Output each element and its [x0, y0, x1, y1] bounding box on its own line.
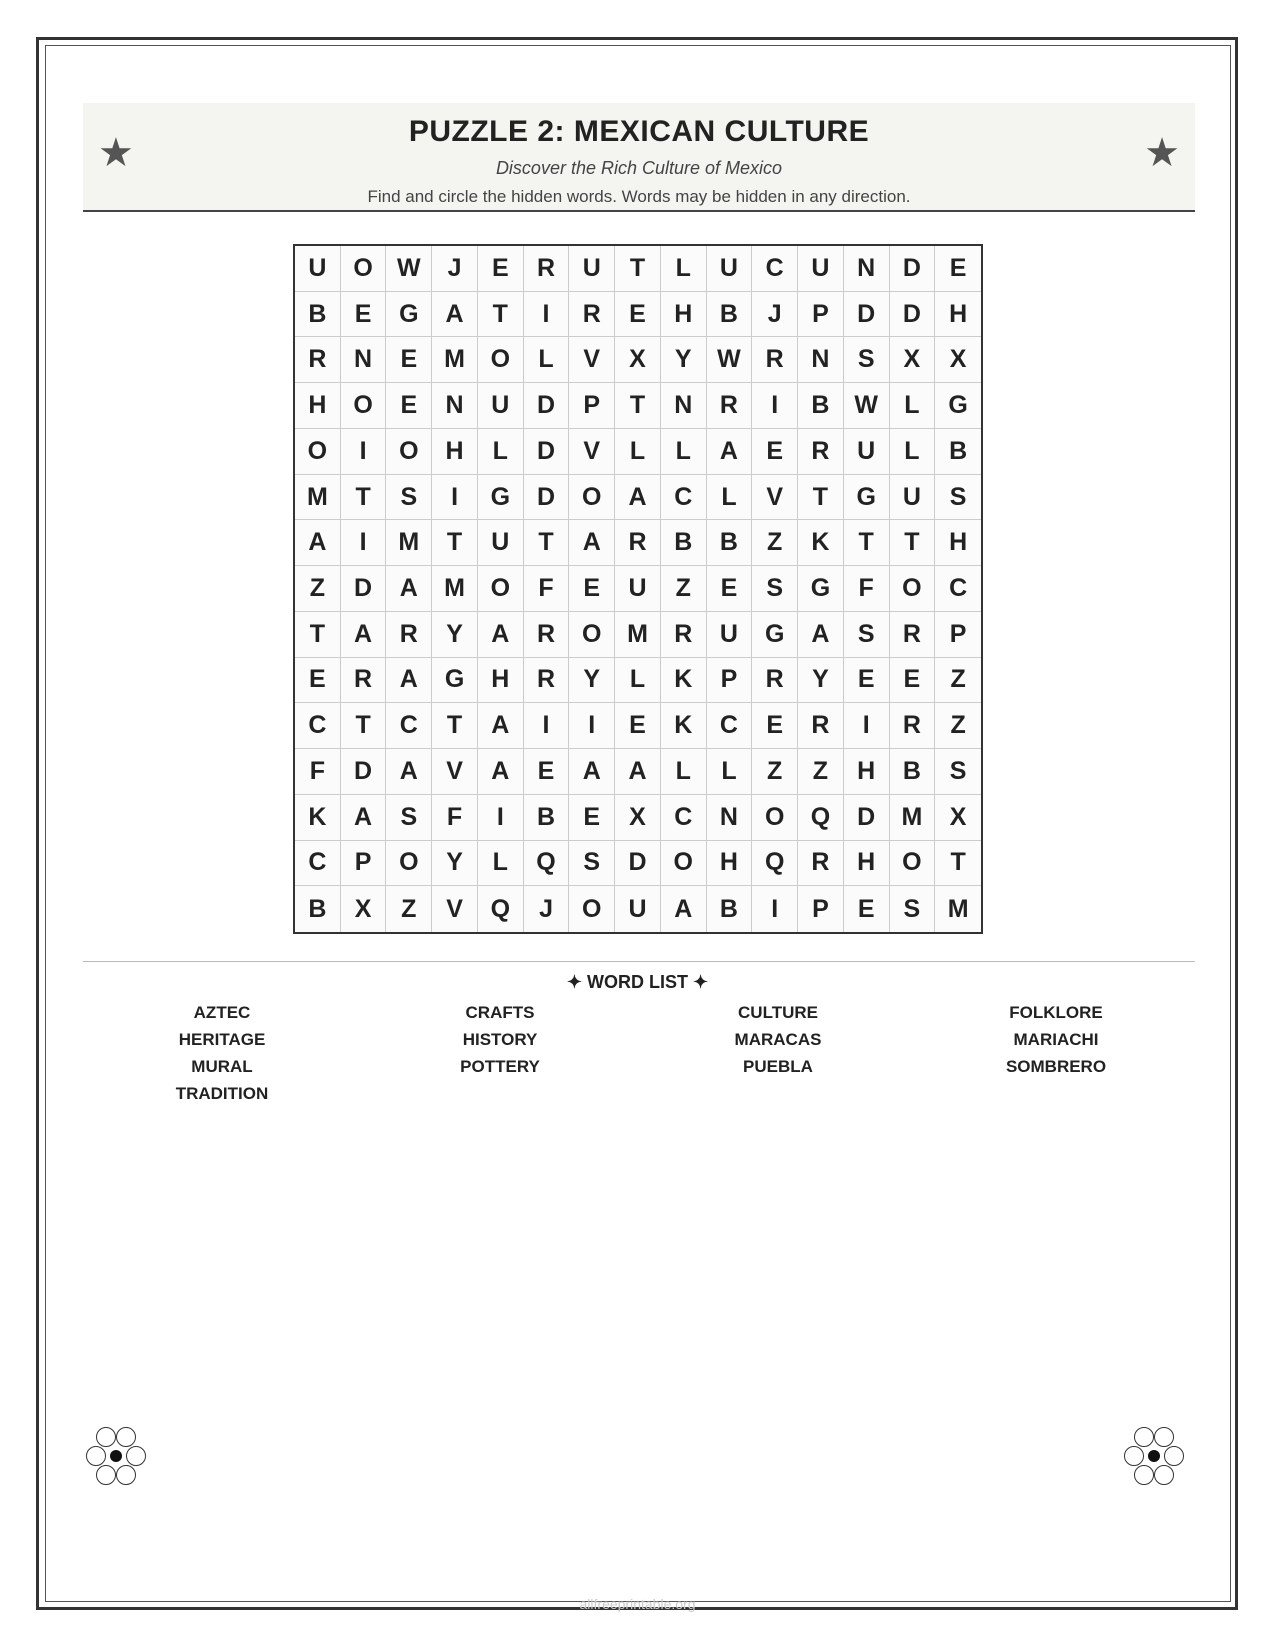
grid-cell[interactable]: U — [707, 612, 753, 658]
word-list-item: MURAL — [191, 1057, 253, 1076]
grid-cell[interactable]: U — [890, 475, 936, 521]
grid-cell[interactable]: K — [295, 795, 341, 841]
grid-cell[interactable]: L — [524, 337, 570, 383]
grid-cell[interactable]: S — [386, 795, 432, 841]
grid-cell[interactable]: O — [569, 886, 615, 932]
star-icon: ★ — [98, 131, 134, 175]
grid-cell[interactable]: H — [661, 292, 707, 338]
grid-cell[interactable]: A — [341, 612, 387, 658]
grid-cell[interactable]: O — [569, 612, 615, 658]
page-title: PUZZLE 2: MEXICAN CULTURE — [408, 115, 870, 148]
grid-cell[interactable]: M — [386, 520, 432, 566]
grid-cell[interactable]: X — [615, 795, 661, 841]
grid-cell[interactable]: Q — [524, 841, 570, 887]
grid-cell[interactable]: U — [615, 566, 661, 612]
grid-cell[interactable]: I — [478, 795, 524, 841]
grid-cell[interactable]: N — [844, 246, 890, 292]
grid-cell[interactable]: D — [890, 292, 936, 338]
grid-cell[interactable]: L — [615, 429, 661, 475]
grid-cell[interactable]: E — [295, 658, 341, 704]
grid-cell[interactable]: Q — [798, 795, 844, 841]
grid-cell[interactable]: P — [935, 612, 981, 658]
grid-cell[interactable]: L — [890, 429, 936, 475]
grid-cell[interactable]: F — [524, 566, 570, 612]
grid-cell[interactable]: R — [615, 520, 661, 566]
grid-cell[interactable]: T — [432, 520, 478, 566]
flower-petal — [116, 1427, 136, 1447]
page-subtitle: Discover the Rich Culture of Mexico — [495, 158, 783, 178]
grid-cell[interactable]: E — [844, 886, 890, 932]
grid-cell[interactable]: M — [432, 566, 478, 612]
grid-cell[interactable]: A — [341, 795, 387, 841]
grid-cell[interactable]: T — [935, 841, 981, 887]
grid-cell[interactable]: Z — [752, 520, 798, 566]
grid-cell[interactable]: U — [615, 886, 661, 932]
grid-cell[interactable]: L — [890, 383, 936, 429]
grid-cell[interactable]: P — [798, 886, 844, 932]
grid-cell[interactable]: X — [935, 337, 981, 383]
grid-cell[interactable]: A — [386, 749, 432, 795]
grid-cell[interactable]: N — [798, 337, 844, 383]
grid-cell[interactable]: E — [569, 795, 615, 841]
grid-cell[interactable]: R — [798, 429, 844, 475]
word-list-item: HERITAGE — [178, 1030, 266, 1049]
flower-petal — [1124, 1446, 1144, 1466]
grid-cell[interactable]: E — [569, 566, 615, 612]
word-list — [83, 1003, 1195, 1103]
flower-petal — [1154, 1427, 1174, 1447]
word-list-item: PUEBLA — [743, 1057, 813, 1076]
grid-cell[interactable]: Q — [478, 886, 524, 932]
grid-cell[interactable]: Z — [935, 658, 981, 704]
grid-cell[interactable]: L — [661, 246, 707, 292]
grid-cell[interactable]: W — [386, 246, 432, 292]
grid-cell[interactable]: R — [798, 703, 844, 749]
divider — [83, 961, 1195, 962]
grid-cell[interactable]: N — [707, 795, 753, 841]
grid-cell[interactable]: I — [752, 383, 798, 429]
grid-cell[interactable]: T — [432, 703, 478, 749]
grid-cell[interactable]: A — [569, 520, 615, 566]
grid-cell[interactable]: T — [844, 520, 890, 566]
grid-cell[interactable]: I — [432, 475, 478, 521]
grid-cell[interactable]: U — [707, 246, 753, 292]
grid-cell[interactable]: N — [341, 337, 387, 383]
grid-cell[interactable]: D — [524, 475, 570, 521]
grid-cell[interactable]: S — [890, 886, 936, 932]
grid-cell[interactable]: Z — [295, 566, 341, 612]
grid-cell[interactable]: A — [386, 566, 432, 612]
grid-cell[interactable]: M — [432, 337, 478, 383]
word-list-item: SOMBRERO — [1005, 1057, 1107, 1076]
grid-cell[interactable]: E — [615, 292, 661, 338]
footer-url: allfreeprintable.org — [579, 1596, 696, 1612]
word-list-item: AZTEC — [193, 1003, 251, 1022]
grid-cell[interactable]: A — [432, 292, 478, 338]
grid-cell[interactable]: K — [661, 703, 707, 749]
grid-cell[interactable]: I — [524, 703, 570, 749]
grid-cell[interactable]: O — [890, 841, 936, 887]
grid-cell[interactable]: E — [386, 337, 432, 383]
grid-cell[interactable]: Z — [798, 749, 844, 795]
flower-center — [1148, 1450, 1160, 1462]
grid-cell[interactable]: B — [707, 520, 753, 566]
grid-cell[interactable]: R — [341, 658, 387, 704]
grid-cell[interactable]: D — [524, 429, 570, 475]
grid-cell[interactable]: G — [432, 658, 478, 704]
grid-cell[interactable]: D — [615, 841, 661, 887]
grid-cell[interactable]: E — [524, 749, 570, 795]
grid-cell[interactable]: O — [569, 475, 615, 521]
grid-cell[interactable]: X — [341, 886, 387, 932]
grid-cell[interactable]: G — [798, 566, 844, 612]
grid-cell[interactable]: X — [615, 337, 661, 383]
grid-cell[interactable]: E — [386, 383, 432, 429]
grid-cell[interactable]: T — [798, 475, 844, 521]
grid-cell[interactable]: Q — [752, 841, 798, 887]
grid-cell[interactable]: Y — [432, 612, 478, 658]
grid-cell[interactable]: A — [707, 429, 753, 475]
grid-cell[interactable]: V — [432, 749, 478, 795]
grid-cell[interactable]: K — [798, 520, 844, 566]
grid-cell[interactable]: C — [661, 475, 707, 521]
grid-cell[interactable]: T — [524, 520, 570, 566]
grid-cell[interactable]: U — [295, 246, 341, 292]
puzzle-header — [83, 103, 1195, 212]
grid-cell[interactable]: O — [752, 795, 798, 841]
grid-cell[interactable]: H — [295, 383, 341, 429]
grid-cell[interactable]: Z — [661, 566, 707, 612]
flower-petal — [1134, 1465, 1154, 1485]
grid-cell[interactable]: T — [615, 246, 661, 292]
grid-cell[interactable]: I — [524, 292, 570, 338]
grid-cell[interactable]: D — [844, 292, 890, 338]
grid-cell[interactable]: Y — [661, 337, 707, 383]
grid-cell[interactable]: O — [478, 566, 524, 612]
word-list-item: FOLKLORE — [1009, 1003, 1103, 1022]
grid-cell[interactable]: V — [752, 475, 798, 521]
grid-cell[interactable]: S — [935, 475, 981, 521]
grid-cell[interactable]: E — [478, 246, 524, 292]
grid-cell[interactable]: C — [707, 703, 753, 749]
word-list-item: CULTURE — [738, 1003, 818, 1022]
word-list-item: MARIACHI — [1013, 1030, 1099, 1049]
grid-cell[interactable]: F — [844, 566, 890, 612]
grid-cell[interactable]: I — [752, 886, 798, 932]
grid-cell[interactable]: U — [478, 520, 524, 566]
grid-cell[interactable]: B — [707, 886, 753, 932]
grid-cell[interactable]: F — [432, 795, 478, 841]
grid-cell[interactable]: T — [478, 292, 524, 338]
grid-cell[interactable]: M — [935, 886, 981, 932]
grid-cell[interactable]: R — [386, 612, 432, 658]
grid-cell[interactable]: A — [569, 749, 615, 795]
grid-cell[interactable]: Y — [798, 658, 844, 704]
word-list-item: MARACAS — [734, 1030, 822, 1049]
grid-cell[interactable]: K — [661, 658, 707, 704]
grid-cell[interactable]: B — [707, 292, 753, 338]
grid-cell[interactable]: R — [752, 337, 798, 383]
grid-cell[interactable]: S — [935, 749, 981, 795]
grid-cell[interactable]: F — [295, 749, 341, 795]
grid-cell[interactable]: A — [386, 658, 432, 704]
grid-cell[interactable]: Y — [569, 658, 615, 704]
grid-cell[interactable]: L — [478, 841, 524, 887]
grid-cell[interactable]: Y — [432, 841, 478, 887]
star-icon: ★ — [1144, 131, 1180, 175]
grid-cell[interactable]: H — [478, 658, 524, 704]
grid-cell[interactable]: A — [478, 612, 524, 658]
grid-cell[interactable]: L — [478, 429, 524, 475]
grid-cell[interactable]: S — [569, 841, 615, 887]
grid-cell[interactable]: V — [569, 429, 615, 475]
grid-cell[interactable]: P — [341, 841, 387, 887]
grid-cell[interactable]: L — [615, 658, 661, 704]
grid-cell[interactable]: A — [615, 749, 661, 795]
grid-cell[interactable]: U — [569, 246, 615, 292]
grid-cell[interactable]: L — [661, 429, 707, 475]
grid-cell[interactable]: M — [890, 795, 936, 841]
grid-cell[interactable]: H — [707, 841, 753, 887]
grid-cell[interactable]: B — [661, 520, 707, 566]
grid-cell[interactable]: A — [615, 475, 661, 521]
grid-cell[interactable]: I — [341, 429, 387, 475]
grid-cell[interactable]: E — [707, 566, 753, 612]
flower-petal — [1134, 1427, 1154, 1447]
grid-cell[interactable]: R — [524, 612, 570, 658]
flower-petal — [86, 1446, 106, 1466]
grid-cell[interactable]: E — [752, 429, 798, 475]
grid-cell[interactable]: R — [890, 612, 936, 658]
grid-cell[interactable]: I — [569, 703, 615, 749]
flower-petal — [126, 1446, 146, 1466]
grid-cell[interactable]: O — [386, 841, 432, 887]
grid-cell[interactable]: R — [524, 246, 570, 292]
grid-cell[interactable]: D — [890, 246, 936, 292]
grid-cell[interactable]: B — [890, 749, 936, 795]
word-list-item: HISTORY — [462, 1030, 538, 1049]
grid-cell[interactable]: D — [524, 383, 570, 429]
grid-cell[interactable]: U — [844, 429, 890, 475]
grid-cell[interactable]: D — [341, 749, 387, 795]
word-list-item: POTTERY — [460, 1057, 540, 1076]
grid-cell[interactable]: O — [386, 429, 432, 475]
grid-cell[interactable]: O — [890, 566, 936, 612]
grid-cell[interactable]: S — [386, 475, 432, 521]
grid-cell[interactable]: A — [661, 886, 707, 932]
grid-cell[interactable]: M — [295, 475, 341, 521]
instructions: Find and circle the hidden words. Words may be hidden in any direction. — [367, 187, 911, 206]
grid-cell[interactable]: W — [844, 383, 890, 429]
grid-cell[interactable]: E — [890, 658, 936, 704]
flower-petal — [1164, 1446, 1184, 1466]
word-list-item: TRADITION — [175, 1084, 269, 1103]
grid-cell[interactable]: R — [661, 612, 707, 658]
grid-cell[interactable]: G — [478, 475, 524, 521]
flower-icon — [1120, 1425, 1190, 1495]
grid-cell[interactable]: T — [341, 475, 387, 521]
grid-cell[interactable]: O — [661, 841, 707, 887]
grid-cell[interactable]: N — [432, 383, 478, 429]
grid-cell[interactable]: V — [569, 337, 615, 383]
grid-cell[interactable]: U — [798, 246, 844, 292]
grid-cell[interactable]: X — [890, 337, 936, 383]
grid-cell[interactable]: E — [752, 703, 798, 749]
grid-cell[interactable]: A — [478, 703, 524, 749]
grid-cell[interactable]: C — [295, 841, 341, 887]
grid-cell[interactable]: G — [386, 292, 432, 338]
grid-cell[interactable]: O — [341, 383, 387, 429]
grid-cell[interactable]: B — [935, 429, 981, 475]
grid-cell[interactable]: E — [341, 292, 387, 338]
grid-cell[interactable]: C — [386, 703, 432, 749]
grid-cell[interactable]: R — [569, 292, 615, 338]
grid-cell[interactable]: O — [478, 337, 524, 383]
grid-cell[interactable]: I — [341, 520, 387, 566]
word-list-title: ✦ WORD LIST ✦ — [566, 972, 709, 992]
grid-cell[interactable]: M — [615, 612, 661, 658]
grid-cell[interactable]: H — [935, 292, 981, 338]
grid-cell[interactable]: V — [432, 886, 478, 932]
grid-cell[interactable]: N — [661, 383, 707, 429]
grid-cell[interactable]: S — [752, 566, 798, 612]
flower-petal — [1154, 1465, 1174, 1485]
grid-cell[interactable]: C — [661, 795, 707, 841]
grid-cell[interactable]: R — [798, 841, 844, 887]
grid-cell[interactable]: R — [295, 337, 341, 383]
grid-cell[interactable]: B — [295, 886, 341, 932]
grid-cell[interactable]: B — [524, 795, 570, 841]
grid-cell[interactable]: L — [707, 475, 753, 521]
grid-cell[interactable]: C — [752, 246, 798, 292]
grid-cell[interactable]: U — [478, 383, 524, 429]
grid-cell[interactable]: J — [752, 292, 798, 338]
grid-cell[interactable]: T — [890, 520, 936, 566]
grid-cell[interactable]: A — [295, 520, 341, 566]
grid-cell[interactable]: G — [752, 612, 798, 658]
grid-cell[interactable]: L — [707, 749, 753, 795]
flower-petal — [96, 1465, 116, 1485]
flower-petal — [96, 1427, 116, 1447]
grid-cell[interactable]: R — [707, 383, 753, 429]
word-list-item: CRAFTS — [465, 1003, 535, 1022]
grid-cell[interactable]: S — [844, 612, 890, 658]
grid-cell[interactable]: T — [295, 612, 341, 658]
grid-cell[interactable]: X — [935, 795, 981, 841]
grid-cell[interactable]: S — [844, 337, 890, 383]
grid-cell[interactable]: T — [341, 703, 387, 749]
flower-petal — [116, 1465, 136, 1485]
grid-cell[interactable]: E — [615, 703, 661, 749]
grid-cell[interactable]: E — [935, 246, 981, 292]
grid-cell[interactable]: R — [890, 703, 936, 749]
flower-icon — [82, 1425, 152, 1495]
grid-cell[interactable]: D — [844, 795, 890, 841]
grid-cell[interactable]: G — [844, 475, 890, 521]
grid-cell[interactable]: H — [844, 841, 890, 887]
grid-cell[interactable]: H — [432, 429, 478, 475]
grid-cell[interactable]: J — [524, 886, 570, 932]
grid-cell[interactable]: A — [478, 749, 524, 795]
grid-cell[interactable]: O — [341, 246, 387, 292]
grid-cell[interactable]: P — [569, 383, 615, 429]
grid-cell[interactable]: T — [615, 383, 661, 429]
grid-cell[interactable]: L — [661, 749, 707, 795]
grid-cell[interactable]: A — [798, 612, 844, 658]
grid-cell[interactable]: E — [844, 658, 890, 704]
grid-cell[interactable]: Z — [752, 749, 798, 795]
grid-cell[interactable]: H — [935, 520, 981, 566]
grid-cell[interactable]: R — [524, 658, 570, 704]
grid-cell[interactable]: I — [844, 703, 890, 749]
grid-cell[interactable]: Z — [935, 703, 981, 749]
grid-cell[interactable]: O — [295, 429, 341, 475]
grid-cell[interactable]: H — [844, 749, 890, 795]
grid-cell[interactable]: B — [798, 383, 844, 429]
grid-cell[interactable]: R — [752, 658, 798, 704]
grid-cell[interactable]: P — [707, 658, 753, 704]
grid-cell[interactable]: J — [432, 246, 478, 292]
grid-cell[interactable]: P — [798, 292, 844, 338]
grid-cell[interactable]: B — [295, 292, 341, 338]
grid-cell[interactable]: Z — [386, 886, 432, 932]
word-search-grid — [293, 244, 983, 934]
flower-center — [110, 1450, 122, 1462]
grid-cell[interactable]: C — [935, 566, 981, 612]
grid-cell[interactable]: D — [341, 566, 387, 612]
grid-cell[interactable]: G — [935, 383, 981, 429]
grid-cell[interactable]: W — [707, 337, 753, 383]
grid-cell[interactable]: C — [295, 703, 341, 749]
